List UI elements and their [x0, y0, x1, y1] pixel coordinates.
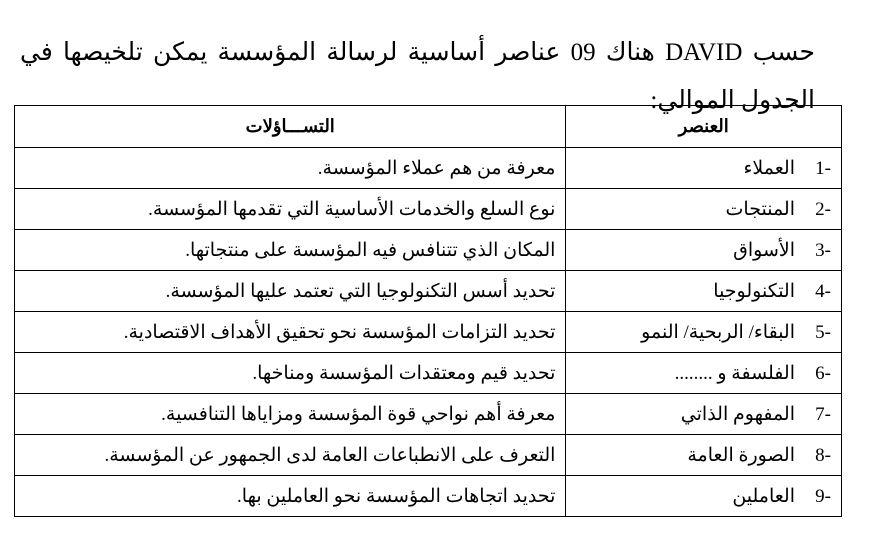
element-cell: [566, 312, 842, 353]
question-cell: تحديد أسس التكنولوجيا التي تعتمد عليها المؤسسة.: [15, 271, 566, 312]
table-row: [15, 189, 842, 230]
table-row: [15, 353, 842, 394]
element-name: المنتجات: [725, 198, 795, 220]
row-number: -1: [815, 157, 831, 179]
element-name: الصورة العامة: [687, 444, 795, 466]
question-cell: المكان الذي تتنافس فيه المؤسسة على منتجاتها.: [15, 230, 566, 271]
question-cell: تحديد اتجاهات المؤسسة نحو العاملين بها.: [15, 476, 566, 517]
row-number: -9: [815, 485, 831, 507]
table-row: [15, 394, 842, 435]
element-cell: [566, 230, 842, 271]
element-cell: [566, 271, 842, 312]
row-number: -4: [815, 280, 831, 302]
question-cell: نوع السلع والخدمات الأساسية التي تقدمها المؤسسة.: [15, 189, 566, 230]
table-row: [15, 476, 842, 517]
table-row: [15, 148, 842, 189]
table-header-row: [15, 106, 842, 148]
table-row: [15, 271, 842, 312]
intro-paragraph: حسب DAVID هناك 09 عناصر أساسية لرسالة المؤسسة يمكن تلخيصها في الجدول الموالي:: [20, 39, 815, 114]
element-name: العملاء: [743, 157, 795, 179]
mission-elements-table: [14, 105, 842, 517]
question-cell: تحديد قيم ومعتقدات المؤسسة ومناخها.: [15, 353, 566, 394]
row-number: -3: [815, 239, 831, 261]
element-name: البقاء/ الربحية/ النمو: [641, 321, 795, 343]
element-name: التكنولوجيا: [713, 280, 795, 302]
element-name: المفهوم الذاتي: [680, 403, 795, 425]
question-cell: معرفة من هم عملاء المؤسسة.: [15, 148, 566, 189]
element-name: الأسواق: [733, 239, 795, 261]
element-cell: [566, 189, 842, 230]
element-cell: [566, 435, 842, 476]
question-cell: تحديد التزامات المؤسسة نحو تحقيق الأهداف الاقتصادية.: [15, 312, 566, 353]
table-row: [15, 230, 842, 271]
element-name: الفلسفة و ........: [674, 362, 795, 384]
question-cell: معرفة أهم نواحي قوة المؤسسة ومزاياها التنافسية.: [15, 394, 566, 435]
row-number: -8: [815, 444, 831, 466]
row-number: -6: [815, 362, 831, 384]
element-cell: [566, 394, 842, 435]
row-number: -2: [815, 198, 831, 220]
row-number: -7: [815, 403, 831, 425]
element-cell: [566, 148, 842, 189]
table-row: [15, 435, 842, 476]
header-questions: التســـاؤلات: [15, 106, 566, 148]
row-number: -5: [815, 321, 831, 343]
element-cell: [566, 353, 842, 394]
question-cell: التعرف على الانطباعات العامة لدى الجمهور عن المؤسسة.: [15, 435, 566, 476]
table-row: [15, 312, 842, 353]
header-element: العنصر: [566, 106, 842, 148]
element-cell: [566, 476, 842, 517]
element-name: العاملين: [732, 485, 795, 507]
